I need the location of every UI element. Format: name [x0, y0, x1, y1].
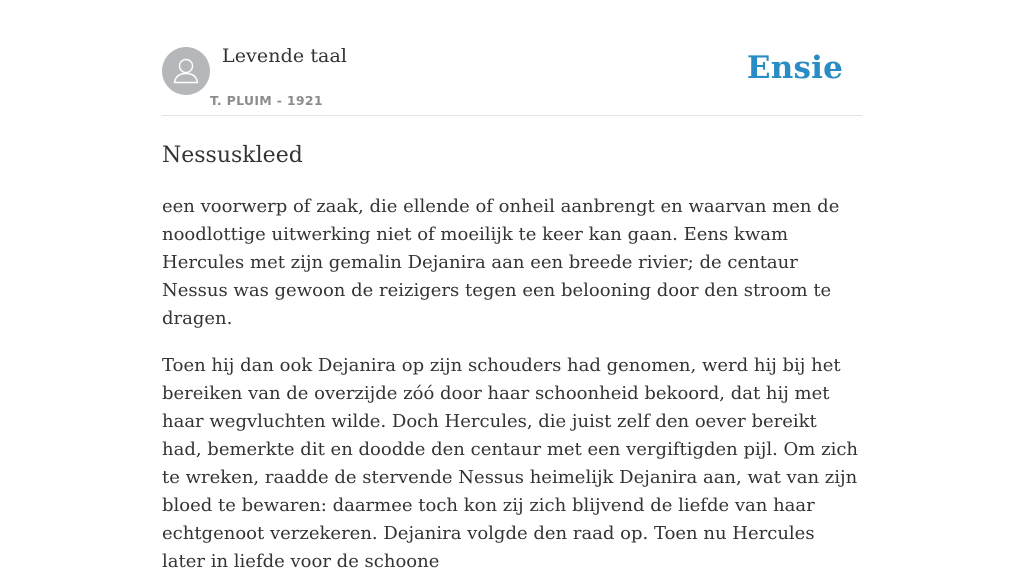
author-byline: T. PLUIM - 1921 [210, 93, 323, 108]
brand-logo[interactable]: Ensie [746, 50, 843, 86]
header [162, 0, 862, 116]
entry-body [162, 193, 862, 576]
entry-paragraph: Toen hij dan ook Dejanira op zijn schouders had genomen, werd hij bij het bereiken van de overzijde zóó door haar schoonheid bekoord, dat hij met haar wegvluchten wilde. Doch Hercules, die juist zelf den oever bereikt had, bemerkte dit en doodde den centaur met een vergiftigden pijl. Om zich te wreken, raadde de stervende Nessus heimelijk Dejanira aan, wat van zijn bloed te bewaren: daarmee toch kon zij zich blijvend de liefde van haar echtgenoot verzekeren. Dejanira volgde den raad op. Toen nu Hercules later in liefde voor de schoone [162, 355, 859, 572]
entry-title: Nessuskleed [162, 143, 303, 168]
book-title[interactable]: Levende taal [222, 45, 348, 67]
page [162, 0, 862, 576]
entry-paragraph: een voorwerp of zaak, die ellende of onheil aanbrengt en waarvan men de noodlottige uitwerking niet of moeilijk te keer kan gaan. Eens kwam Hercules met zijn gemalin Dejanira aan een breede rivier; de centaur Nessus was gewoon de reizigers tegen een belooning door den stroom te dragen. [162, 196, 840, 329]
user-icon[interactable] [162, 47, 210, 95]
